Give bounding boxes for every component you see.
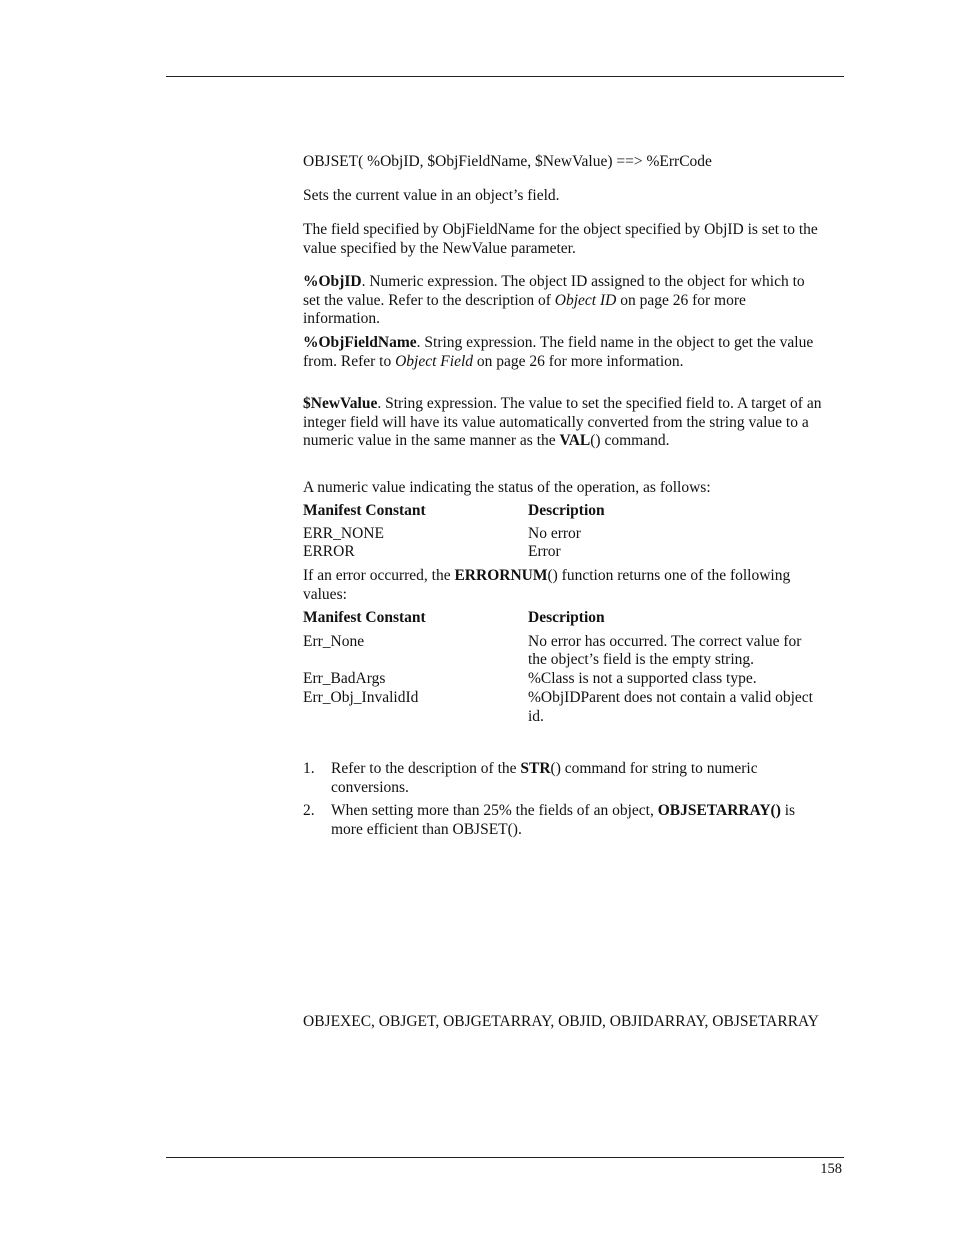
- table-row: [303, 543, 823, 562]
- note-text-post: is more efficient than OBJSET().: [331, 802, 796, 838]
- note-cmd: STR: [520, 760, 551, 777]
- page-number: 158: [820, 1161, 842, 1177]
- table-cell-description: No error has occurred. The correct value for the object’s field is the empty string.: [528, 632, 802, 669]
- return-values-table: [303, 502, 823, 562]
- table-cell-constant: Err_BadArgs: [303, 670, 386, 688]
- table-cell-description: No error: [528, 524, 581, 542]
- table-row: [303, 633, 823, 670]
- param-newvalue-name: $NewValue: [303, 395, 378, 412]
- table-header-constant: Manifest Constant: [303, 502, 426, 519]
- table-header-constant: Manifest Constant: [303, 609, 426, 626]
- note-text: [331, 760, 823, 797]
- syntax-line: OBJSET( %ObjID, $ObjFieldName, $NewValue) ==> %ErrCode: [303, 153, 712, 170]
- table-cell-description: Error: [528, 543, 561, 561]
- param-objid-text1: . Numeric expression. The object ID assigned to the object for which to set the value. Refer to the description of: [303, 273, 805, 309]
- note-number: 2.: [303, 802, 315, 819]
- table-cell-constant: ERROR: [303, 543, 355, 561]
- note-text-pre: When setting more than 25% the fields of an object,: [331, 802, 658, 819]
- header-rule: [166, 76, 844, 77]
- note-cmd: OBJSETARRAY(): [657, 802, 781, 819]
- note-item: [303, 760, 823, 797]
- note-text-pre: Refer to the description of the: [331, 760, 521, 777]
- error-values-table: [303, 609, 823, 726]
- param-fieldname: [303, 334, 823, 371]
- see-also-list: OBJEXEC, OBJGET, OBJGETARRAY, OBJID, OBJIDARRAY, OBJSETARRAY: [303, 1013, 820, 1030]
- returns-intro: A numeric value indicating the status of the operation, as follows:: [303, 479, 711, 496]
- param-objid-text2: on page 26 for more information.: [303, 291, 746, 328]
- table-header-row: [303, 609, 823, 628]
- table-cell-constant: ERR_NONE: [303, 524, 384, 542]
- note-text-post: () command for string to numeric conversions.: [331, 760, 758, 796]
- table-header-description: Description: [528, 609, 605, 626]
- param-fieldname-text2: on page 26 for more information.: [473, 352, 684, 370]
- table-cell-constant: Err_None: [303, 632, 365, 650]
- table-header-row: [303, 502, 823, 521]
- footer-rule: [166, 1157, 844, 1158]
- note-item: [303, 802, 823, 839]
- param-objid-ref: Object ID: [554, 291, 617, 309]
- table-cell-description: %Class is not a supported class type.: [528, 670, 757, 688]
- errornum-note: [303, 567, 823, 604]
- table-row: [303, 525, 823, 544]
- note-number: 1.: [303, 760, 315, 777]
- param-newvalue-text2: () command.: [590, 432, 670, 450]
- description-text: The field specified by ObjFieldName for the object specified by ObjID is set to the value specified by the NewValue parameter.: [303, 221, 818, 257]
- table-header-description: Description: [528, 502, 605, 519]
- param-newvalue-cmd: VAL: [559, 432, 591, 450]
- table-row: [303, 670, 823, 689]
- errornum-note-pre: If an error occurred, the: [303, 567, 455, 584]
- param-fieldname-text1: . String expression. The field name in the object to get the value from. Refer to: [303, 334, 814, 370]
- param-objid: [303, 273, 823, 329]
- table-cell-constant: Err_Obj_InvalidId: [303, 688, 419, 706]
- errornum-note-cmd: ERRORNUM: [454, 567, 548, 584]
- table-cell-description: %ObjIDParent does not contain a valid object id.: [528, 688, 813, 725]
- note-text: [331, 802, 823, 839]
- errornum-note-post: () function returns one of the following values:: [303, 567, 791, 603]
- table-row: [303, 689, 823, 726]
- param-fieldname-ref: Object Field: [395, 352, 474, 370]
- summary-text: Sets the current value in an object’s field.: [303, 187, 560, 204]
- param-fieldname-name: %ObjFieldName: [303, 334, 417, 351]
- param-newvalue-text1: . String expression. The value to set the specified field to. A target of an integer field will have its value automatically converted from the string value to a numeric value in the same manner as the: [303, 395, 822, 450]
- param-objid-name: %ObjID: [303, 273, 362, 290]
- param-newvalue: [303, 395, 823, 451]
